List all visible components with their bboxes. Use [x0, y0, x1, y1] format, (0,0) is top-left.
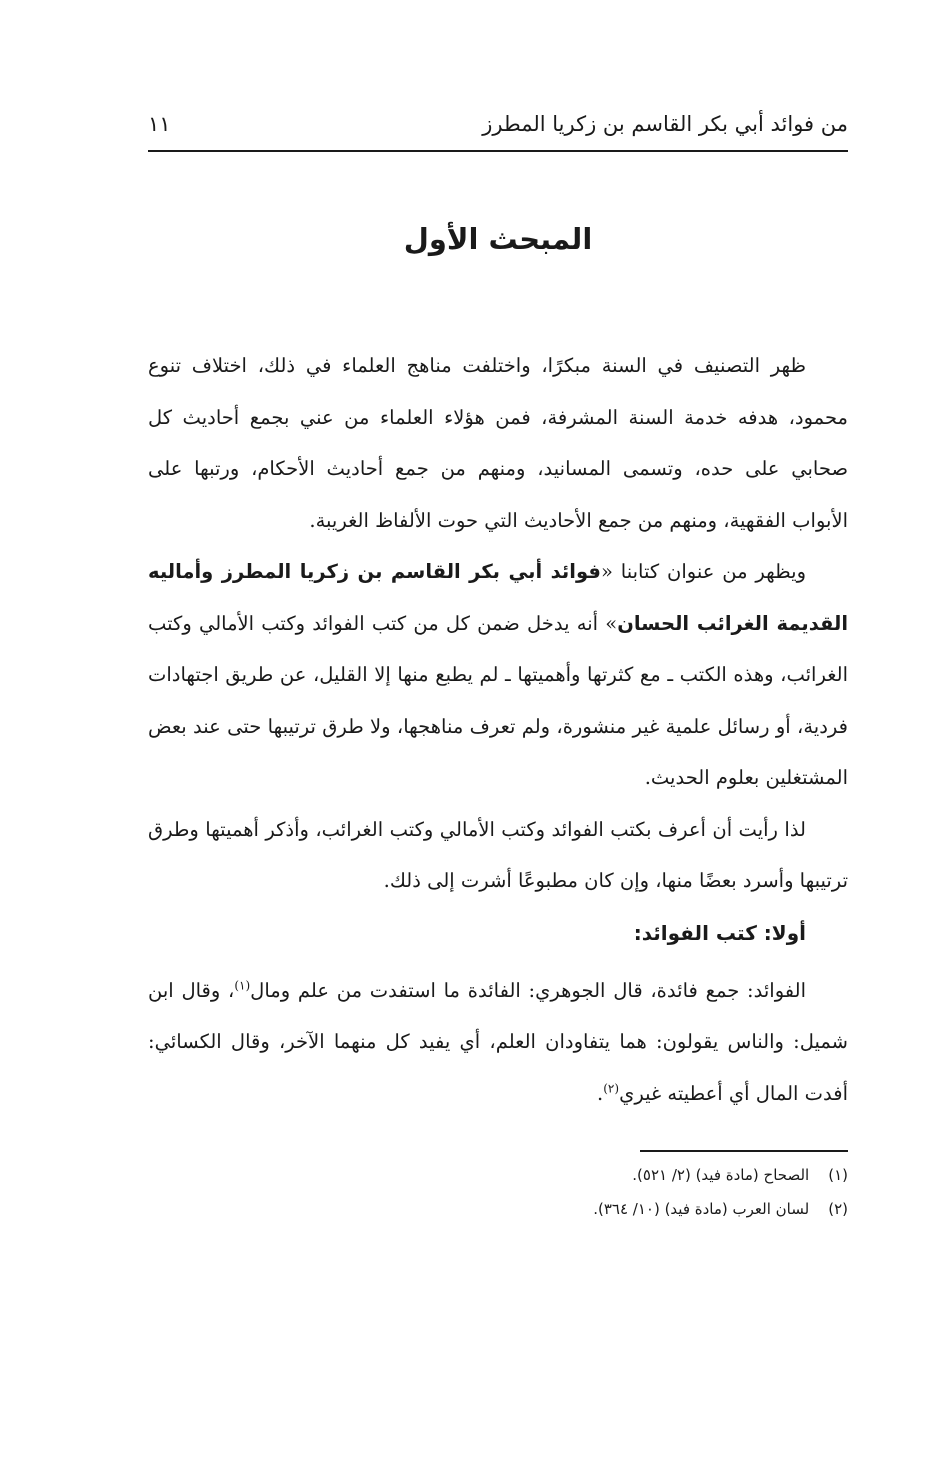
paragraph-2-intro: ويظهر من عنوان كتابنا «	[600, 560, 806, 583]
footnote-ref-1: (١)	[234, 978, 251, 992]
body-text	[148, 340, 848, 1119]
page-number: ١١	[148, 112, 171, 136]
paragraph-3: لذا رأيت أن أعرف بكتب الفوائد وكتب الأمالي وكتب الغرائب، وأذكر أهميتها وطرق ترتيبها وأسرد بعضًا منها، وإن كان مطبوعًا أشرت إلى ذلك.	[148, 817, 848, 892]
subheading-fawaid: أولا: كتب الفوائد:	[633, 920, 806, 945]
paragraph-2	[148, 546, 848, 804]
paragraph-4-part-b: ، وقال ابن شميل: والناس يقولون: هما يتفاودان العلم، أي يفيد كل منهما الآخر، وقال الكسائي: أفدت المال أي أعطيته غيري	[148, 978, 848, 1105]
paragraph-4-part-c: .	[597, 1081, 604, 1105]
footnotes	[148, 1158, 848, 1226]
header-rule	[148, 150, 848, 152]
book-title: فوائد أبي بكر القاسم بن زكريا المطرز وأماليه القديمة الغرائب الحسان	[148, 560, 849, 635]
footnote-rule	[640, 1150, 848, 1152]
paragraph-2-rest: » أنه يدخل ضمن كل من كتب الفوائد وكتب الأمالي وكتب الغرائب، وهذه الكتب ـ مع كثرتها وأهميتها ـ لم يطبع منها إلا القليل، عن طريق اجتهادات فردية، أو رسائل علمية غير منشورة، ولم تعرف مناهجها، ولا طرق ترتيبها حتى عند بعض المشتغلين بعلوم الحديث.	[148, 611, 848, 789]
footnote-text: لسان العرب (مادة فيد) (١٠/ ٣٦٤).	[593, 1200, 810, 1218]
footnote-text: الصحاح (مادة فيد) (٢/ ٥٢١).	[632, 1166, 810, 1184]
footnote-1	[148, 1158, 848, 1192]
footnote-2	[148, 1192, 848, 1226]
footnote-number: (٢)	[828, 1200, 848, 1218]
footnote-ref-2: (٢)	[603, 1081, 620, 1095]
paragraph-4	[148, 965, 848, 1120]
section-title: المبحث الأول	[403, 222, 593, 256]
footnote-number: (١)	[828, 1166, 848, 1184]
paragraph-1: ظهر التصنيف في السنة مبكرًا، واختلفت مناهج العلماء في ذلك، اختلاف تنوع محمود، هدفه خدمة السنة المشرفة، فمن هؤلاء العلماء من عني بجمع أحاديث كل صحابي على حده، وتسمى المسانيد، ومنهم من جمع أحاديث الأحكام، ورتبها على الأبواب الفقهية، ومنهم من جمع الأحاديث التي حوت الألفاظ الغريبة.	[148, 354, 848, 532]
paragraph-4-part-a: الفوائد: جمع فائدة، قال الجوهري: الفائدة ما استفدت من علم ومال	[250, 978, 806, 1002]
running-title: من فوائد أبي بكر القاسم بن زكريا المطرز	[482, 112, 848, 136]
running-head	[148, 112, 848, 146]
